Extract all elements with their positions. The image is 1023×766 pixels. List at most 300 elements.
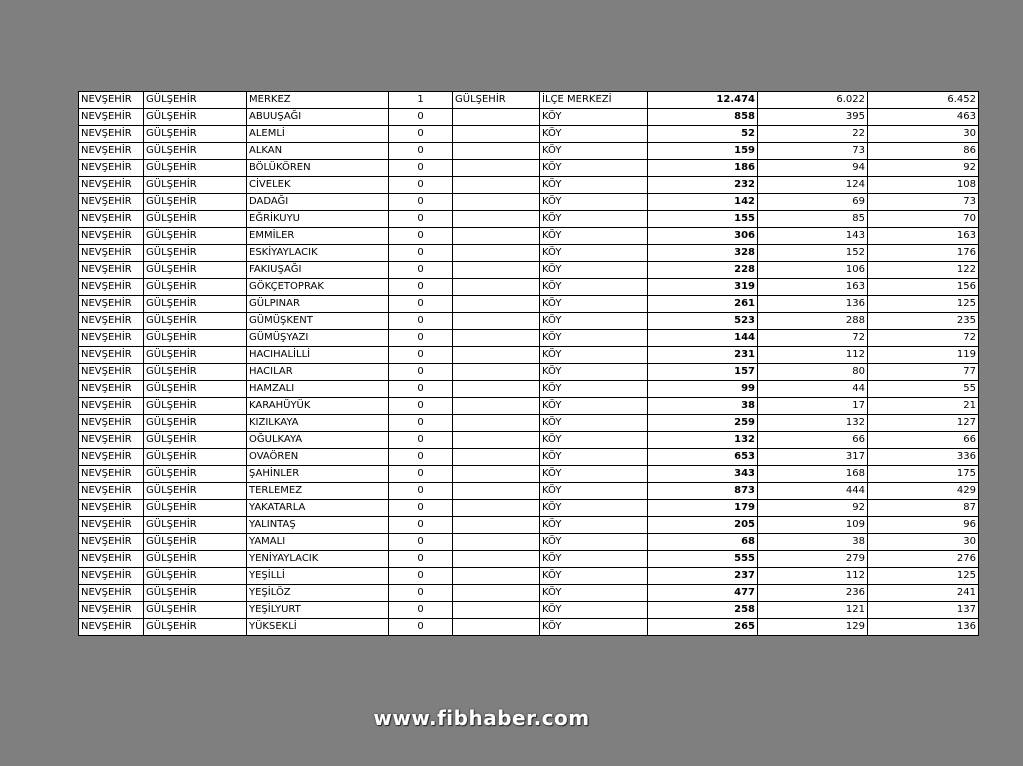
code-cell: 0 <box>389 296 453 313</box>
center-cell <box>453 534 540 551</box>
type-cell: KÖY <box>540 296 648 313</box>
code-cell: 0 <box>389 466 453 483</box>
province-cell: NEVŞEHİR <box>79 109 144 126</box>
male-cell: 85 <box>758 211 868 228</box>
center-cell <box>453 568 540 585</box>
center-cell <box>453 126 540 143</box>
code-cell: 0 <box>389 126 453 143</box>
table-row <box>79 449 979 466</box>
table-row <box>79 364 979 381</box>
locality-cell: ALKAN <box>247 143 389 160</box>
code-cell: 0 <box>389 109 453 126</box>
province-cell: NEVŞEHİR <box>79 551 144 568</box>
total-cell: 157 <box>648 364 758 381</box>
table-row <box>79 568 979 585</box>
province-cell: NEVŞEHİR <box>79 517 144 534</box>
code-cell: 0 <box>389 330 453 347</box>
locality-cell: GÖKÇETOPRAK <box>247 279 389 296</box>
type-cell: KÖY <box>540 160 648 177</box>
female-cell: 92 <box>868 160 979 177</box>
total-cell: 232 <box>648 177 758 194</box>
province-cell: NEVŞEHİR <box>79 534 144 551</box>
district-cell: GÜLŞEHİR <box>144 551 247 568</box>
locality-cell: FAKIUŞAĞI <box>247 262 389 279</box>
district-cell: GÜLŞEHİR <box>144 483 247 500</box>
type-cell: KÖY <box>540 534 648 551</box>
province-cell: NEVŞEHİR <box>79 364 144 381</box>
province-cell: NEVŞEHİR <box>79 126 144 143</box>
type-cell: KÖY <box>540 500 648 517</box>
center-cell <box>453 143 540 160</box>
female-cell: 336 <box>868 449 979 466</box>
locality-cell: ŞAHİNLER <box>247 466 389 483</box>
district-cell: GÜLŞEHİR <box>144 211 247 228</box>
center-cell <box>453 483 540 500</box>
district-cell: GÜLŞEHİR <box>144 398 247 415</box>
code-cell: 0 <box>389 245 453 262</box>
table-row <box>79 534 979 551</box>
locality-cell: GÜMÜŞYAZI <box>247 330 389 347</box>
total-cell: 261 <box>648 296 758 313</box>
district-cell: GÜLŞEHİR <box>144 160 247 177</box>
male-cell: 73 <box>758 143 868 160</box>
center-cell <box>453 160 540 177</box>
locality-cell: YALINTAŞ <box>247 517 389 534</box>
table-row <box>79 330 979 347</box>
code-cell: 0 <box>389 143 453 160</box>
district-cell: GÜLŞEHİR <box>144 415 247 432</box>
province-cell: NEVŞEHİR <box>79 381 144 398</box>
code-cell: 0 <box>389 517 453 534</box>
center-cell <box>453 585 540 602</box>
table-row <box>79 177 979 194</box>
male-cell: 112 <box>758 347 868 364</box>
male-cell: 136 <box>758 296 868 313</box>
type-cell: KÖY <box>540 126 648 143</box>
locality-cell: HAMZALI <box>247 381 389 398</box>
male-cell: 44 <box>758 381 868 398</box>
center-cell <box>453 109 540 126</box>
province-cell: NEVŞEHİR <box>79 143 144 160</box>
district-cell: GÜLŞEHİR <box>144 177 247 194</box>
code-cell: 1 <box>389 92 453 109</box>
table-row <box>79 279 979 296</box>
male-cell: 168 <box>758 466 868 483</box>
district-cell: GÜLŞEHİR <box>144 296 247 313</box>
province-cell: NEVŞEHİR <box>79 279 144 296</box>
province-cell: NEVŞEHİR <box>79 398 144 415</box>
type-cell: KÖY <box>540 330 648 347</box>
type-cell: KÖY <box>540 619 648 636</box>
type-cell: KÖY <box>540 602 648 619</box>
district-cell: GÜLŞEHİR <box>144 313 247 330</box>
center-cell <box>453 619 540 636</box>
total-cell: 873 <box>648 483 758 500</box>
male-cell: 38 <box>758 534 868 551</box>
table-row <box>79 313 979 330</box>
type-cell: KÖY <box>540 466 648 483</box>
male-cell: 395 <box>758 109 868 126</box>
table-row <box>79 262 979 279</box>
female-cell: 137 <box>868 602 979 619</box>
male-cell: 444 <box>758 483 868 500</box>
locality-cell: BÖLÜKÖREN <box>247 160 389 177</box>
center-cell <box>453 313 540 330</box>
table-row <box>79 160 979 177</box>
female-cell: 30 <box>868 126 979 143</box>
total-cell: 99 <box>648 381 758 398</box>
male-cell: 143 <box>758 228 868 245</box>
male-cell: 129 <box>758 619 868 636</box>
male-cell: 94 <box>758 160 868 177</box>
center-cell <box>453 602 540 619</box>
male-cell: 112 <box>758 568 868 585</box>
male-cell: 121 <box>758 602 868 619</box>
male-cell: 72 <box>758 330 868 347</box>
table-row <box>79 211 979 228</box>
total-cell: 68 <box>648 534 758 551</box>
province-cell: NEVŞEHİR <box>79 619 144 636</box>
province-cell: NEVŞEHİR <box>79 211 144 228</box>
code-cell: 0 <box>389 432 453 449</box>
female-cell: 30 <box>868 534 979 551</box>
code-cell: 0 <box>389 228 453 245</box>
total-cell: 179 <box>648 500 758 517</box>
table-row <box>79 381 979 398</box>
type-cell: KÖY <box>540 262 648 279</box>
locality-cell: ABUUŞAĞI <box>247 109 389 126</box>
province-cell: NEVŞEHİR <box>79 466 144 483</box>
center-cell <box>453 211 540 228</box>
table-row <box>79 432 979 449</box>
locality-cell: YEŞİLYURT <box>247 602 389 619</box>
total-cell: 159 <box>648 143 758 160</box>
male-cell: 69 <box>758 194 868 211</box>
locality-cell: EĞRİKUYU <box>247 211 389 228</box>
total-cell: 555 <box>648 551 758 568</box>
table-row <box>79 126 979 143</box>
province-cell: NEVŞEHİR <box>79 483 144 500</box>
district-cell: GÜLŞEHİR <box>144 109 247 126</box>
code-cell: 0 <box>389 381 453 398</box>
locality-cell: MERKEZ <box>247 92 389 109</box>
male-cell: 6.022 <box>758 92 868 109</box>
center-cell <box>453 194 540 211</box>
total-cell: 144 <box>648 330 758 347</box>
district-cell: GÜLŞEHİR <box>144 517 247 534</box>
type-cell: KÖY <box>540 551 648 568</box>
district-cell: GÜLŞEHİR <box>144 228 247 245</box>
locality-cell: YÜKSEKLİ <box>247 619 389 636</box>
center-cell <box>453 296 540 313</box>
male-cell: 109 <box>758 517 868 534</box>
center-cell <box>453 347 540 364</box>
male-cell: 288 <box>758 313 868 330</box>
total-cell: 205 <box>648 517 758 534</box>
total-cell: 477 <box>648 585 758 602</box>
total-cell: 259 <box>648 415 758 432</box>
district-cell: GÜLŞEHİR <box>144 466 247 483</box>
table-row <box>79 619 979 636</box>
locality-cell: HACIHALİLLİ <box>247 347 389 364</box>
watermark: www.fibhaber.com <box>373 706 590 730</box>
male-cell: 92 <box>758 500 868 517</box>
population-table <box>78 91 979 636</box>
table-row <box>79 194 979 211</box>
center-cell <box>453 245 540 262</box>
female-cell: 125 <box>868 568 979 585</box>
total-cell: 523 <box>648 313 758 330</box>
total-cell: 306 <box>648 228 758 245</box>
male-cell: 80 <box>758 364 868 381</box>
type-cell: KÖY <box>540 432 648 449</box>
table-row <box>79 347 979 364</box>
female-cell: 235 <box>868 313 979 330</box>
table-row <box>79 398 979 415</box>
female-cell: 463 <box>868 109 979 126</box>
locality-cell: ALEMLİ <box>247 126 389 143</box>
code-cell: 0 <box>389 398 453 415</box>
female-cell: 241 <box>868 585 979 602</box>
center-cell <box>453 177 540 194</box>
province-cell: NEVŞEHİR <box>79 296 144 313</box>
district-cell: GÜLŞEHİR <box>144 534 247 551</box>
code-cell: 0 <box>389 551 453 568</box>
type-cell: KÖY <box>540 381 648 398</box>
district-cell: GÜLŞEHİR <box>144 194 247 211</box>
table-row <box>79 143 979 160</box>
code-cell: 0 <box>389 177 453 194</box>
total-cell: 155 <box>648 211 758 228</box>
center-cell <box>453 364 540 381</box>
total-cell: 319 <box>648 279 758 296</box>
spreadsheet <box>78 91 978 636</box>
locality-cell: TERLEMEZ <box>247 483 389 500</box>
province-cell: NEVŞEHİR <box>79 194 144 211</box>
female-cell: 136 <box>868 619 979 636</box>
province-cell: NEVŞEHİR <box>79 245 144 262</box>
type-cell: İLÇE MERKEZİ <box>540 92 648 109</box>
locality-cell: ESKİYAYLACIK <box>247 245 389 262</box>
district-cell: GÜLŞEHİR <box>144 449 247 466</box>
province-cell: NEVŞEHİR <box>79 228 144 245</box>
code-cell: 0 <box>389 568 453 585</box>
total-cell: 38 <box>648 398 758 415</box>
female-cell: 429 <box>868 483 979 500</box>
code-cell: 0 <box>389 449 453 466</box>
total-cell: 142 <box>648 194 758 211</box>
table-row <box>79 109 979 126</box>
province-cell: NEVŞEHİR <box>79 432 144 449</box>
total-cell: 328 <box>648 245 758 262</box>
district-cell: GÜLŞEHİR <box>144 432 247 449</box>
female-cell: 96 <box>868 517 979 534</box>
table-row <box>79 602 979 619</box>
total-cell: 228 <box>648 262 758 279</box>
province-cell: NEVŞEHİR <box>79 347 144 364</box>
center-cell <box>453 279 540 296</box>
locality-cell: YAKATARLA <box>247 500 389 517</box>
locality-cell: HACILAR <box>247 364 389 381</box>
center-cell <box>453 466 540 483</box>
type-cell: KÖY <box>540 109 648 126</box>
female-cell: 119 <box>868 347 979 364</box>
center-cell <box>453 432 540 449</box>
district-cell: GÜLŞEHİR <box>144 245 247 262</box>
province-cell: NEVŞEHİR <box>79 568 144 585</box>
district-cell: GÜLŞEHİR <box>144 279 247 296</box>
code-cell: 0 <box>389 160 453 177</box>
total-cell: 858 <box>648 109 758 126</box>
total-cell: 258 <box>648 602 758 619</box>
district-cell: GÜLŞEHİR <box>144 602 247 619</box>
center-cell <box>453 551 540 568</box>
locality-cell: KARAHÜYÜK <box>247 398 389 415</box>
table-row <box>79 466 979 483</box>
province-cell: NEVŞEHİR <box>79 160 144 177</box>
locality-cell: YEŞİLLİ <box>247 568 389 585</box>
code-cell: 0 <box>389 500 453 517</box>
province-cell: NEVŞEHİR <box>79 449 144 466</box>
locality-cell: GÜMÜŞKENT <box>247 313 389 330</box>
province-cell: NEVŞEHİR <box>79 602 144 619</box>
center-cell: GÜLŞEHİR <box>453 92 540 109</box>
province-cell: NEVŞEHİR <box>79 500 144 517</box>
total-cell: 132 <box>648 432 758 449</box>
table-row <box>79 500 979 517</box>
code-cell: 0 <box>389 262 453 279</box>
district-cell: GÜLŞEHİR <box>144 262 247 279</box>
locality-cell: GÜLPINAR <box>247 296 389 313</box>
code-cell: 0 <box>389 585 453 602</box>
code-cell: 0 <box>389 619 453 636</box>
district-cell: GÜLŞEHİR <box>144 585 247 602</box>
male-cell: 124 <box>758 177 868 194</box>
total-cell: 52 <box>648 126 758 143</box>
center-cell <box>453 228 540 245</box>
code-cell: 0 <box>389 364 453 381</box>
female-cell: 77 <box>868 364 979 381</box>
district-cell: GÜLŞEHİR <box>144 143 247 160</box>
table-row <box>79 92 979 109</box>
male-cell: 66 <box>758 432 868 449</box>
code-cell: 0 <box>389 347 453 364</box>
locality-cell: EMMİLER <box>247 228 389 245</box>
code-cell: 0 <box>389 534 453 551</box>
locality-cell: OVAÖREN <box>247 449 389 466</box>
female-cell: 125 <box>868 296 979 313</box>
female-cell: 156 <box>868 279 979 296</box>
center-cell <box>453 398 540 415</box>
province-cell: NEVŞEHİR <box>79 313 144 330</box>
center-cell <box>453 500 540 517</box>
table-row <box>79 296 979 313</box>
type-cell: KÖY <box>540 483 648 500</box>
center-cell <box>453 262 540 279</box>
center-cell <box>453 517 540 534</box>
province-cell: NEVŞEHİR <box>79 415 144 432</box>
locality-cell: KIZILKAYA <box>247 415 389 432</box>
code-cell: 0 <box>389 415 453 432</box>
province-cell: NEVŞEHİR <box>79 585 144 602</box>
male-cell: 236 <box>758 585 868 602</box>
locality-cell: CİVELEK <box>247 177 389 194</box>
female-cell: 122 <box>868 262 979 279</box>
type-cell: KÖY <box>540 245 648 262</box>
code-cell: 0 <box>389 194 453 211</box>
center-cell <box>453 381 540 398</box>
district-cell: GÜLŞEHİR <box>144 619 247 636</box>
table-row <box>79 483 979 500</box>
type-cell: KÖY <box>540 313 648 330</box>
total-cell: 186 <box>648 160 758 177</box>
total-cell: 343 <box>648 466 758 483</box>
type-cell: KÖY <box>540 415 648 432</box>
center-cell <box>453 415 540 432</box>
male-cell: 17 <box>758 398 868 415</box>
province-cell: NEVŞEHİR <box>79 92 144 109</box>
district-cell: GÜLŞEHİR <box>144 347 247 364</box>
locality-cell: YAMALI <box>247 534 389 551</box>
female-cell: 87 <box>868 500 979 517</box>
male-cell: 279 <box>758 551 868 568</box>
type-cell: KÖY <box>540 517 648 534</box>
code-cell: 0 <box>389 279 453 296</box>
table-row <box>79 517 979 534</box>
province-cell: NEVŞEHİR <box>79 262 144 279</box>
district-cell: GÜLŞEHİR <box>144 126 247 143</box>
type-cell: KÖY <box>540 279 648 296</box>
center-cell <box>453 449 540 466</box>
type-cell: KÖY <box>540 449 648 466</box>
code-cell: 0 <box>389 602 453 619</box>
female-cell: 6.452 <box>868 92 979 109</box>
type-cell: KÖY <box>540 585 648 602</box>
table-row <box>79 415 979 432</box>
male-cell: 132 <box>758 415 868 432</box>
type-cell: KÖY <box>540 398 648 415</box>
province-cell: NEVŞEHİR <box>79 177 144 194</box>
table-row <box>79 228 979 245</box>
type-cell: KÖY <box>540 211 648 228</box>
type-cell: KÖY <box>540 228 648 245</box>
female-cell: 176 <box>868 245 979 262</box>
male-cell: 22 <box>758 126 868 143</box>
code-cell: 0 <box>389 483 453 500</box>
district-cell: GÜLŞEHİR <box>144 568 247 585</box>
type-cell: KÖY <box>540 194 648 211</box>
female-cell: 73 <box>868 194 979 211</box>
male-cell: 106 <box>758 262 868 279</box>
female-cell: 276 <box>868 551 979 568</box>
locality-cell: YEŞİLÖZ <box>247 585 389 602</box>
center-cell <box>453 330 540 347</box>
female-cell: 55 <box>868 381 979 398</box>
type-cell: KÖY <box>540 364 648 381</box>
male-cell: 163 <box>758 279 868 296</box>
total-cell: 12.474 <box>648 92 758 109</box>
district-cell: GÜLŞEHİR <box>144 92 247 109</box>
province-cell: NEVŞEHİR <box>79 330 144 347</box>
female-cell: 108 <box>868 177 979 194</box>
type-cell: KÖY <box>540 143 648 160</box>
female-cell: 163 <box>868 228 979 245</box>
district-cell: GÜLŞEHİR <box>144 381 247 398</box>
female-cell: 86 <box>868 143 979 160</box>
female-cell: 72 <box>868 330 979 347</box>
table-row <box>79 585 979 602</box>
female-cell: 21 <box>868 398 979 415</box>
